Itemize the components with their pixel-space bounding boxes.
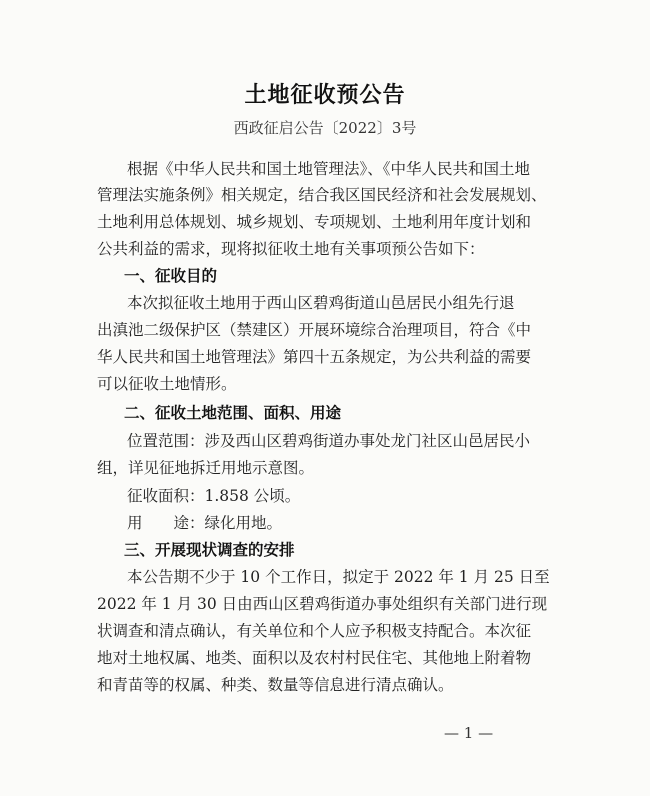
intro-line: 公共利益的需求，现将拟征收土地有关事项预公告如下： <box>97 240 485 258</box>
body-line: 用 途：绿化用地。 <box>127 514 283 532</box>
body-line: 出滇池二级保护区（禁建区）开展环境综合治理项目，符合《中 <box>97 321 532 339</box>
page-number: — 1 — <box>444 724 494 742</box>
document-number: 西政征启公告〔2022〕3号 <box>233 119 417 137</box>
intro-line: 管理法实施条例》相关规定，结合我区国民经济和社会发展规划、 <box>97 186 547 204</box>
body-line: 征收面积：1.858 公顷。 <box>127 487 301 505</box>
section-heading: 二、征收土地范围、面积、用途 <box>124 404 342 422</box>
body-line: 组，详见征地拆迁用地示意图。 <box>97 459 315 477</box>
body-line: 状调查和清点确认，有关单位和个人应予积极支持配合。本次征 <box>97 622 532 640</box>
body-line: 和青苗等的权属、种类、数量等信息进行清点确认。 <box>97 676 454 694</box>
intro-line: 土地利用总体规划、城乡规划、专项规划、土地利用年度计划和 <box>97 213 532 231</box>
body-line: 华人民共和国土地管理法》第四十五条规定，为公共利益的需要 <box>97 348 532 366</box>
body-line: 地对土地权属、地类、面积以及农村村民住宅、其他地上附着物 <box>97 649 532 667</box>
intro-line: 根据《中华人民共和国土地管理法》、《中华人民共和国土地 <box>127 160 531 178</box>
section-heading: 一、征收目的 <box>124 267 218 285</box>
body-line: 2022 年 1 月 30 日由西山区碧鸡街道办事处组织有关部门进行现 <box>97 595 548 613</box>
section-heading: 三、开展现状调查的安排 <box>124 541 295 559</box>
body-line: 位置范围：涉及西山区碧鸡街道办事处龙门社区山邑居民小 <box>127 432 531 450</box>
body-line: 本公告期不少于 10 个工作日，拟定于 2022 年 1 月 25 日至 <box>127 568 550 586</box>
document-title: 土地征收预公告 <box>244 82 406 108</box>
body-line: 本次拟征收土地用于西山区碧鸡街道山邑居民小组先行退 <box>127 294 515 312</box>
body-line: 可以征收土地情形。 <box>97 375 237 393</box>
